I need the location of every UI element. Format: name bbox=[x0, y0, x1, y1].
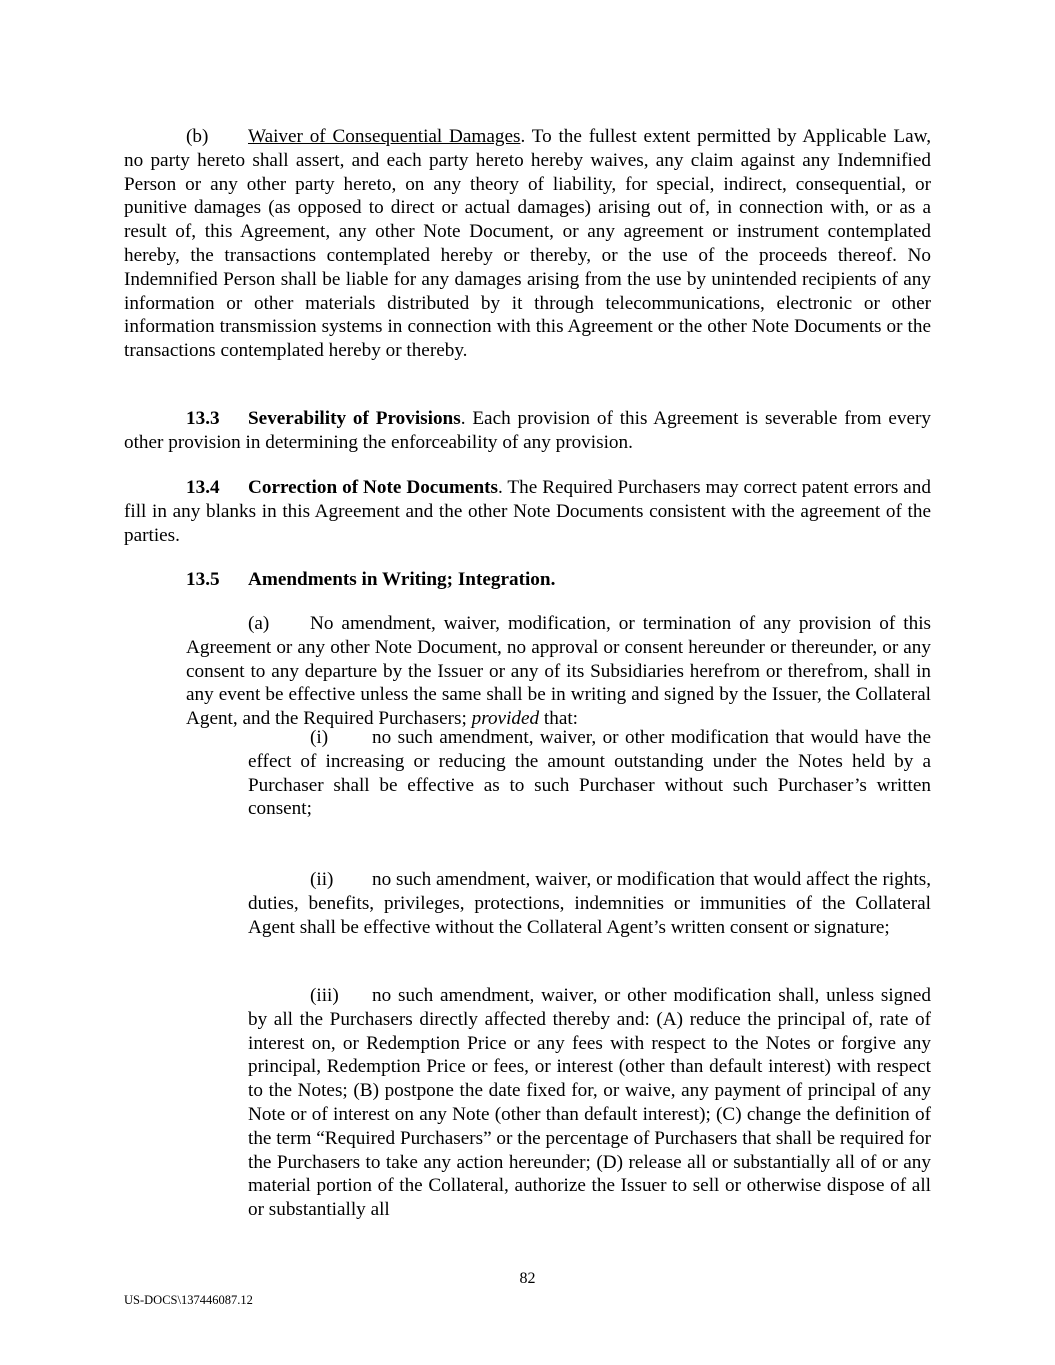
page-number: 82 bbox=[519, 1270, 536, 1287]
heading-severability: Severability of Provisions bbox=[248, 408, 461, 429]
body-13-5-a-tail: that: bbox=[539, 708, 579, 730]
heading-waiver-consequential-damages: Waiver of Consequential Damages bbox=[248, 126, 521, 147]
document-id: US-DOCS\137446087.12 bbox=[124, 1293, 253, 1307]
section-number-13-4: 13.4 bbox=[186, 477, 220, 498]
item-label-iii: (iii) bbox=[310, 985, 339, 1006]
paragraph-13-5 bbox=[124, 568, 931, 592]
sub-label-a: (a) bbox=[248, 613, 270, 634]
body-item-i: no such amendment, waiver, or other modification that would have the effect of increasing or reducing the amount outstanding under the Notes held by a Purchaser shall be effective as to such Purchaser without such Purchaser’s written consent; bbox=[248, 727, 931, 820]
heading-correction-note-documents: Correction of Note Documents bbox=[248, 477, 499, 498]
body-13-4: . The Required Purchasers may correct patent errors and fill in any blanks in this Agreement and the other Note Documents consistent with the agreement of the parties. bbox=[124, 477, 931, 546]
section-number-13-5: 13.5 bbox=[186, 569, 220, 590]
paragraph-13-4 bbox=[124, 476, 931, 547]
body-item-ii: no such amendment, waiver, or modification that would affect the rights, duties, benefits, privileges, protections, indemnities or immunities of the Collateral Agent shall be effective without the Collateral Agent’s written consent or signature; bbox=[248, 869, 931, 938]
paragraph-13-5-a-i bbox=[248, 726, 931, 821]
paragraph-13-5-a-iii bbox=[248, 984, 931, 1222]
sub-label-b: (b) bbox=[186, 126, 209, 147]
section-number-13-3: 13.3 bbox=[186, 408, 220, 429]
item-label-i: (i) bbox=[310, 727, 329, 748]
paragraph-13-5-a-ii bbox=[248, 868, 931, 939]
paragraph-13-2-b bbox=[124, 125, 931, 363]
body-13-5-a: No amendment, waiver, modification, or termination of any provision of this Agreement or any other Note Document, no approval or consent hereunder or thereunder, or any consent to any departure by the Issuer or any of its Subsidiaries herefrom or therefrom, shall in any event be effective unless the same shall be in writing and signed by the Issuer, the Collateral Agent, and the Required Purchasers; bbox=[186, 613, 931, 730]
item-label-ii: (ii) bbox=[310, 869, 334, 890]
provided-term: provided bbox=[471, 708, 540, 730]
body-item-iii: no such amendment, waiver, or other modification shall, unless signed by all the Purchasers directly affected thereby and: (A) reduce the principal of, rate of interest on, or Redemption Price or any fees with respect to the Notes or forgive any principal, Redemption Price or fees, or interest (other than default interest) with respect to the Notes; (B) postpone the date fixed for, or waive, any payment of principal of any Note or of interest on any Note (other than default interest); (C) change the definition of the term “Required Purchasers” or the percentage of Purchasers that shall be required for the Purchasers to take any action hereunder; (D) release all or substantially all of or any material portion of the Collateral, authorize the Issuer to sell or otherwise dispose of all or substantially all bbox=[248, 985, 931, 1221]
body-13-3: . Each provision of this Agreement is severable from every other provision in determining the enforceability of any provision. bbox=[124, 408, 931, 453]
body-13-2-b: . To the fullest extent permitted by Applicable Law, no party hereto shall assert, and each party hereto hereby waives, any claim against any Indemnified Person or any other party hereto, on any theory of liability, for special, indirect, consequential, or punitive damages (as opposed to direct or actual damages) arising out of, in connection with, or as a result of, this Agreement, any other Note Document, or any agreement or instrument contemplated hereby, the transactions contemplated hereby or thereby, or the use of the proceeds thereof. No Indemnified Person shall be liable for any damages arising from the use by unintended recipients of any information or other materials distributed by it through telecommunications, electronic or other information transmission systems in connection with this Agreement or the other Note Documents or the transactions contemplated hereby or thereby. bbox=[124, 126, 931, 362]
paragraph-13-5-a bbox=[186, 612, 931, 731]
heading-amendments-in-writing: Amendments in Writing; Integration. bbox=[248, 569, 556, 590]
paragraph-13-3 bbox=[124, 407, 931, 455]
